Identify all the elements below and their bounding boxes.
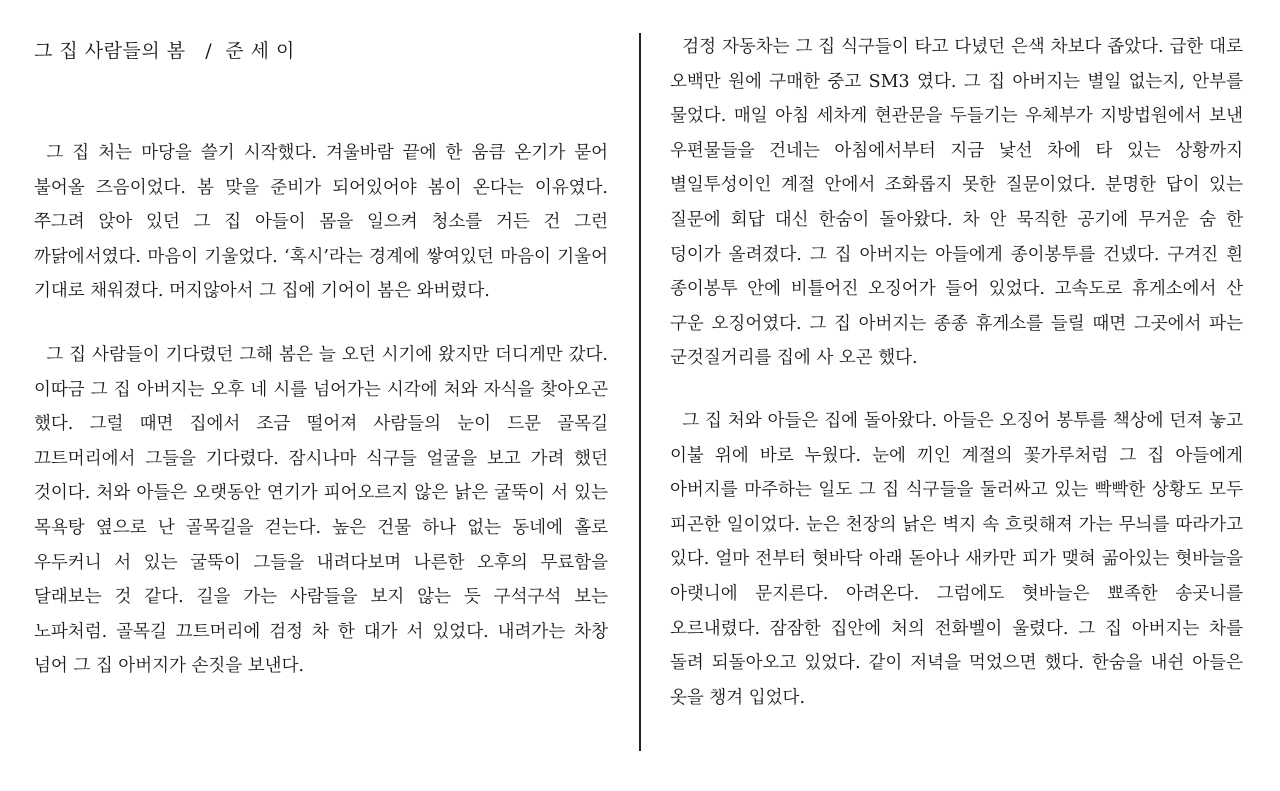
column-divider — [639, 33, 641, 751]
paragraph: 검정 자동차는 그 집 식구들이 타고 다녔던 은색 차보다 좁았다. 급한 대로 오백만 원에 구매한 중고 SM3 였다. 그 집 아버지는 별일 없는지, 안부를 물었다. 매일 아침 세차게 현관문을 두들기는 우체부가 지방법원에서 보낸 우편물들을 건네는 아침에서부터 지금 낯선 차에 타 있는 상황까지 별일투성이인 계절 안에서 조화롭지 못한 질문이었다. 분명한 답이 있는 질문에 회답 대신 한숨이 돌아왔다. 차 안 묵직한 공기에 무거운 숨 한 덩이가 올려졌다. 그 집 아버지는 아들에게 종이봉투를 건넸다. 구겨진 흰 종이봉투 안에 비틀어진 오징어가 들어 있었다. 고속도로 휴게소에서 산 구운 오징어였다. 그 집 아버지는 종종 휴게소를 들릴 때면 그곳에서 파는 군것질거리를 집에 사 오곤 했다. — [670, 37, 1243, 369]
paragraph: 그 집 처는 마당을 쓸기 시작했다. 겨울바람 끝에 한 움큼 온기가 묻어 불어올 즈음이었다. 봄 맞을 준비가 되어있어야 봄이 온다는 이유였다. 쭈그려 앉아 있던 그 집 아들이 몸을 일으켜 청소를 거든 건 그런 까닭에서였다. 마음이 기울었다. ‘혹시’라는 경계에 쌓여있던 마음이 기울어 기대로 채워졌다. 머지않아서 그 집에 기어이 봄은 와버렸다. — [34, 143, 608, 302]
paragraph: 그 집 처와 아들은 집에 돌아왔다. 아들은 오징어 봉투를 책상에 던져 놓고 이불 위에 바로 누웠다. 눈에 끼인 계절의 꽃가루처럼 그 집 아들에게 아버지를 마주하는 일도 그 집 식구들을 둘러싸고 있는 빡빡한 상황도 모두 피곤한 일이었다. 눈은 천장의 낡은 벽지 속 흐릿해져 가는 무늬를 따라가고 있다. 얼마 전부터 혓바닥 아래 돋아나 새카만 피가 맺혀 곪아있는 혓바늘을 아랫니에 문지른다. 아려온다. 그럼에도 혓바늘은 뾰족한 송곳니를 오르내렸다. 잠잠한 집안에 처의 전화벨이 울렸다. 그 집 아버지는 차를 돌려 되돌아오고 있었다. 같이 저녁을 먹었으면 했다. 한숨을 내쉰 아들은 옷을 챙겨 입었다. — [670, 411, 1243, 708]
page-title: 그 집 사람들의 봄 / 준 세 이 — [34, 40, 295, 62]
paragraph: 그 집 사람들이 기다렸던 그해 봄은 늘 오던 시기에 왔지만 더디게만 갔다. 이따금 그 집 아버지는 오후 네 시를 넘어가는 시각에 처와 자식을 찾아오곤 했다. 그럴 때면 집에서 조금 떨어져 사람들의 눈이 드문 골목길 끄트머리에서 그들을 기다렸다. 잠시나마 식구들 얼굴을 보고 가려 했던 것이다. 처와 아들은 오랫동안 연기가 피어오르지 않은 낡은 굴뚝이 서 있는 목욕탕 옆으로 난 골목길을 걷는다. 높은 건물 하나 없는 동네에 홀로 우두커니 서 있는 굴뚝이 그들을 내려다보며 나른한 오후의 무료함을 달래보는 것 같다. 길을 가는 사람들을 보지 않는 듯 구석구석 보는 노파처럼. 골목길 끄트머리에 검정 차 한 대가 서 있었다. 내려가는 차창 넘어 그 집 아버지가 손짓을 보낸다. — [34, 345, 608, 677]
